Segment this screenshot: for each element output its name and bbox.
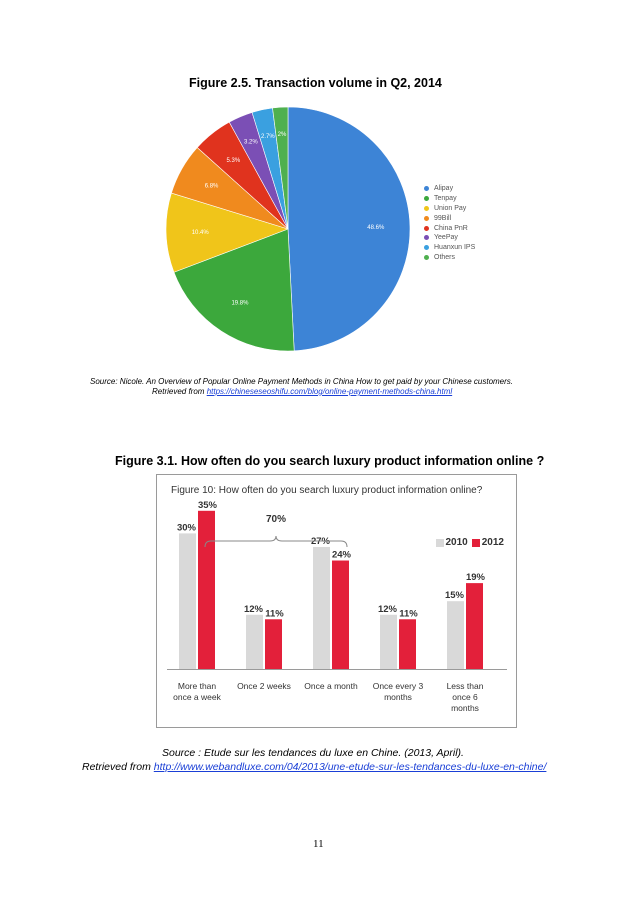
pie-data-label-alipay: 48.6%: [367, 224, 385, 231]
figure-2-5-title: Figure 2.5. Transaction volume in Q2, 2014: [189, 76, 442, 90]
legend-label-2012: 2012: [481, 537, 504, 548]
x-tick-label: Less than: [446, 681, 484, 691]
x-tick-label: once a week: [173, 692, 221, 702]
pie-data-label-huanxun-ips: 2.7%: [261, 133, 275, 140]
page-number: 11: [313, 838, 324, 850]
pie-data-label-yeepay: 3.2%: [244, 139, 258, 146]
pie-data-label-99bill: 6.8%: [204, 183, 219, 190]
pie-legend-swatch: [424, 186, 429, 191]
pie-legend-swatch: [424, 245, 429, 250]
pie-legend: [424, 184, 475, 262]
x-tick-label: Once 2 weeks: [237, 681, 291, 691]
bar-once-2-weeks-2010: [246, 615, 263, 669]
x-tick-label: Once a month: [304, 681, 358, 691]
pie-legend-label: Union Pay: [434, 204, 467, 212]
pie-legend-label: YeePay: [434, 234, 458, 242]
x-tick-label: Once every 3: [372, 681, 424, 691]
pie-legend-swatch: [424, 235, 429, 240]
bar-value-label: 35%: [197, 499, 218, 511]
bar-chart-frame: [156, 474, 517, 728]
bar-value-label: 11%: [265, 608, 284, 620]
figure-3-1-source-link[interactable]: http://www.webandluxe.com/04/2013/une-etude-sur-les-tendances-du-luxe-en-chine/: [153, 761, 547, 773]
figure-2-5-retrieved: [152, 387, 452, 396]
pie-legend-item-99bill: [424, 213, 475, 223]
bar-once-every-3-months-2010: [380, 615, 397, 669]
bar-chart: [157, 475, 516, 727]
pie-legend-swatch: [424, 196, 429, 201]
x-tick-label: months: [451, 703, 479, 713]
bar-value-label: 27%: [310, 535, 331, 547]
bar-value-label: 19%: [465, 572, 486, 584]
pie-legend-item-yeepay: [424, 233, 475, 243]
pie-legend-item-huanxun-ips: [424, 243, 475, 253]
pie-data-label-china-pnr: 5.3%: [226, 158, 241, 165]
pie-data-label-union-pay: 10.4%: [191, 229, 209, 236]
bar-once-2-weeks-2012: [265, 619, 282, 669]
pie-legend-item-china-pnr: [424, 223, 475, 233]
pie-legend-label: Others: [434, 253, 456, 261]
pie-legend-label: Tenpay: [434, 195, 457, 203]
bar-value-label: 15%: [444, 590, 465, 602]
pie-legend-swatch: [424, 216, 429, 221]
pie-legend-label: Huanxun IPS: [434, 244, 476, 252]
pie-legend-swatch: [424, 226, 429, 231]
retrieved-prefix: Retrieved from: [152, 387, 207, 396]
figure-3-1-source: Source : Etude sur les tendances du luxe en Chine. (2013, April).: [162, 747, 464, 759]
legend-label-2010: 2010: [445, 537, 468, 548]
retrieved-prefix-2: Retrieved from: [82, 761, 154, 773]
bar-once-a-month-2010: [313, 547, 330, 669]
figure-3-1-retrieved: [82, 761, 546, 773]
pie-slice-alipay: [288, 107, 410, 351]
pie-legend-swatch: [424, 255, 429, 260]
x-tick-label: once 6: [452, 692, 478, 702]
pie-legend-item-tenpay: [424, 194, 475, 204]
pie-legend-label: China PnR: [434, 224, 468, 232]
bar-value-label: 12%: [377, 603, 398, 615]
pie-legend-item-alipay: [424, 184, 475, 194]
figure-2-5-source: Source: Nicole. An Overview of Popular Online Payment Methods in China How to get paid by your Chinese customers.: [90, 377, 514, 386]
bar-value-label: 24%: [331, 549, 352, 561]
bar-less-than-once-6-months-2012: [466, 583, 483, 669]
bracket-annotation: 70%: [265, 514, 287, 525]
bar-more-than-once-a-week-2012: [198, 511, 215, 669]
x-tick-label: months: [384, 692, 412, 702]
pie-legend-item-others: [424, 253, 475, 263]
pie-data-label-tenpay: 19.8%: [231, 300, 249, 307]
pie-legend-label: Alipay: [434, 185, 454, 193]
bar-once-every-3-months-2012: [399, 619, 416, 669]
bar-chart-title: Figure 10: How often do you search luxury product information online?: [171, 485, 483, 496]
pie-data-label-others: 2%: [277, 132, 287, 139]
figure-2-5-source-link[interactable]: https://chineseseoshifu.com/blog/online-payment-methods-china.html: [206, 387, 453, 396]
bar-less-than-once-6-months-2010: [447, 601, 464, 669]
figure-3-1-title: Figure 3.1. How often do you search luxury product information online ?: [115, 454, 545, 468]
pie-legend-item-union-pay: [424, 204, 475, 214]
bar-value-label: 12%: [243, 603, 264, 615]
x-tick-label: More than: [177, 681, 217, 691]
bar-value-label: 11%: [399, 608, 418, 620]
bar-more-than-once-a-week-2010: [179, 533, 196, 669]
bar-once-a-month-2012: [332, 561, 349, 669]
pie-legend-swatch: [424, 206, 429, 211]
pie-legend-label: 99Bill: [434, 214, 452, 222]
bar-value-label: 30%: [176, 522, 197, 534]
